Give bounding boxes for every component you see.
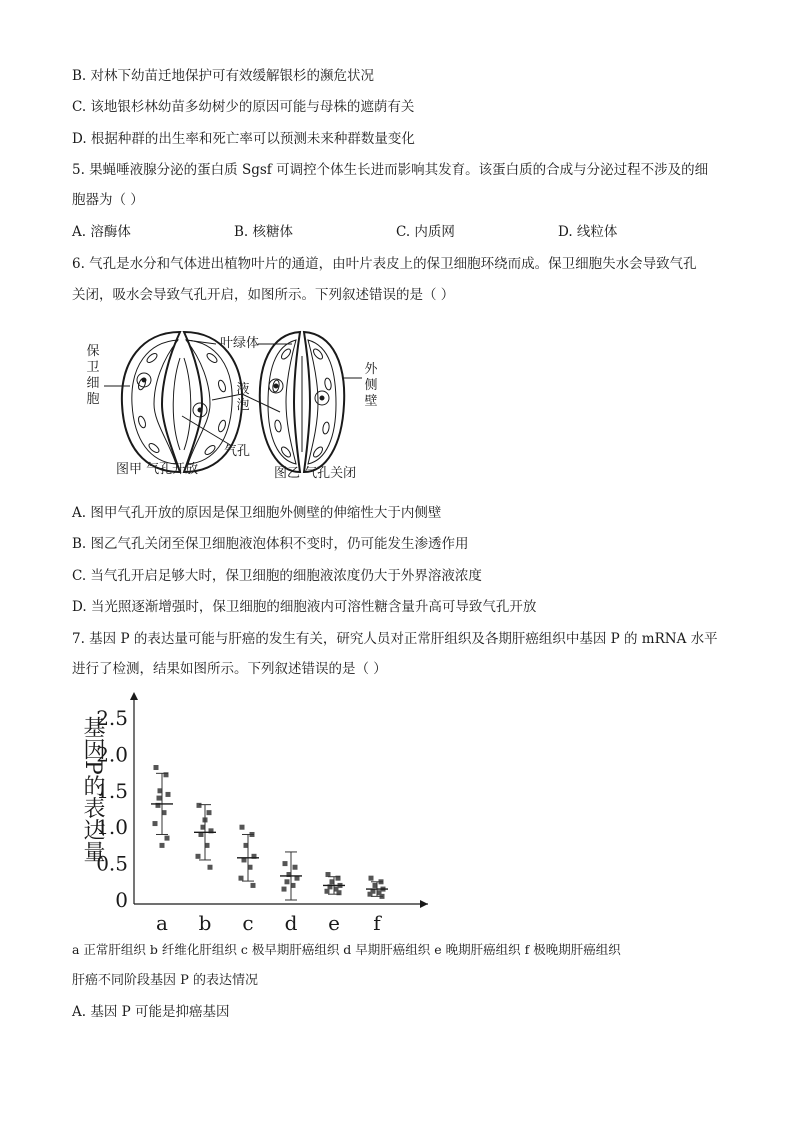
- chart-points: [153, 765, 386, 899]
- y-tick-label: 1.5: [96, 778, 128, 803]
- q6-option-b: B. 图乙气孔关闭至保卫细胞液泡体积不变时，仍可能发生渗透作用: [72, 536, 469, 552]
- gene-p-chart: [72, 688, 442, 936]
- data-point: [251, 883, 256, 888]
- data-point: [208, 865, 213, 870]
- q6-option-a: A. 图甲气孔开放的原因是保卫细胞外侧壁的伸缩性大于内侧壁: [72, 505, 442, 521]
- chart-error-bars: [151, 773, 388, 900]
- data-point: [153, 821, 158, 826]
- data-point: [282, 887, 287, 892]
- q5-stem-line2: 胞器为（ ）: [72, 192, 144, 208]
- q7-legend: a 正常肝组织 b 纤维化肝组织 c 极早期肝癌组织 d 早期肝癌组织 e 晚期肝癌组织 f 极晚期肝癌组织: [72, 942, 621, 957]
- data-point: [157, 796, 162, 801]
- q6-option-d: D. 当光照逐渐增强时，保卫细胞的细胞液内可溶性糖含量升高可导致气孔开放: [72, 599, 537, 615]
- chart-axes: [130, 692, 428, 908]
- data-point: [154, 765, 159, 770]
- data-point: [283, 861, 288, 866]
- x-tick-label: c: [242, 911, 254, 935]
- data-point: [293, 865, 298, 870]
- chart-x-ticks: [156, 911, 382, 935]
- data-point: [165, 836, 170, 841]
- chloroplasts-closed: [269, 347, 332, 458]
- caption-stoma-closed: 图乙 气孔关闭: [274, 466, 357, 481]
- q7-chart-caption: 肝癌不同阶段基因 P 的表达情况: [72, 973, 259, 988]
- q6-stem-line2: 关闭，吸水会导致气孔开启，如图所示。下列叙述错误的是（ ）: [72, 287, 455, 303]
- y-tick-label: 2.0: [96, 742, 128, 767]
- q7-stem-line2: 进行了检测，结果如图所示。下列叙述错误的是（ ）: [72, 661, 387, 677]
- q5-option-d: D. 线粒体: [558, 224, 618, 240]
- label-stoma: 气孔: [224, 444, 251, 459]
- data-point: [240, 825, 245, 830]
- data-point: [325, 889, 330, 894]
- gene-p-scatter-plot: [72, 688, 442, 936]
- y-tick-label: 2.5: [96, 706, 128, 730]
- x-tick-label: d: [284, 911, 298, 935]
- data-point: [207, 810, 212, 815]
- data-point: [196, 854, 201, 859]
- q5-option-c: C. 内质网: [396, 224, 455, 240]
- leader-lines: [104, 340, 362, 446]
- data-point: [239, 876, 244, 881]
- data-point: [160, 843, 165, 848]
- label-outer-wall: 外 侧 壁: [364, 362, 378, 409]
- data-point: [285, 879, 290, 884]
- y-tick-label: 0.5: [96, 851, 128, 876]
- guard-cells-closed: [260, 332, 344, 472]
- q5-option-a: A. 溶酶体: [72, 224, 131, 240]
- q4-option-c: C. 该地银杉林幼苗多幼树少的原因可能与母株的遮荫有关: [72, 99, 415, 115]
- data-point: [369, 876, 374, 881]
- label-chloroplast: 叶绿体: [220, 336, 260, 351]
- q6-option-c: C. 当气孔开启足够大时，保卫细胞的细胞液浓度仍大于外界溶液浓度: [72, 568, 482, 584]
- q7-option-a: A. 基因 P 可能是抑癌基因: [72, 1004, 230, 1020]
- q4-option-b: B. 对林下幼苗迁地保护可有效缓解银杉的濒危状况: [72, 68, 375, 84]
- caption-stoma-open: 图甲 气孔开放: [116, 462, 199, 477]
- q4-option-d: D. 根据种群的出生率和死亡率可以预测未来种群数量变化: [72, 131, 415, 147]
- q7-stem-line1: 7. 基因 P 的表达量可能与肝癌的发生有关，研究人员对正常肝组织及各期肝癌组织中基因 P 的 mRNA 水平: [72, 631, 718, 647]
- y-axis-arrow: [130, 692, 138, 700]
- chart-y-axis-label: 基因P的表达量: [80, 716, 105, 863]
- y-tick-label: 0: [115, 888, 128, 912]
- data-point: [166, 792, 171, 797]
- data-point: [197, 803, 202, 808]
- stomata-figure: [82, 322, 402, 490]
- label-guard-cell: 保 卫 细 胞: [86, 344, 100, 407]
- label-vacuole: 液 泡: [236, 382, 250, 413]
- x-tick-label: a: [156, 911, 168, 935]
- q6-stem-line1: 6. 气孔是水分和气体进出植物叶片的通道，由叶片表皮上的保卫细胞环绕而成。保卫细胞失水会导致气孔: [72, 256, 697, 272]
- x-tick-label: e: [328, 911, 340, 935]
- q5-option-b: B. 核糖体: [234, 224, 294, 240]
- q5-stem-line1: 5. 果蝇唾液腺分泌的蛋白质 Sgsf 可调控个体生长进而影响其发育。该蛋白质的合成与分泌过程不涉及的细: [72, 162, 709, 178]
- chloroplasts-open: [137, 352, 227, 456]
- x-tick-label: f: [373, 911, 381, 935]
- x-axis-arrow: [420, 900, 428, 908]
- y-tick-label: 1.0: [96, 815, 128, 840]
- x-tick-label: b: [198, 911, 212, 935]
